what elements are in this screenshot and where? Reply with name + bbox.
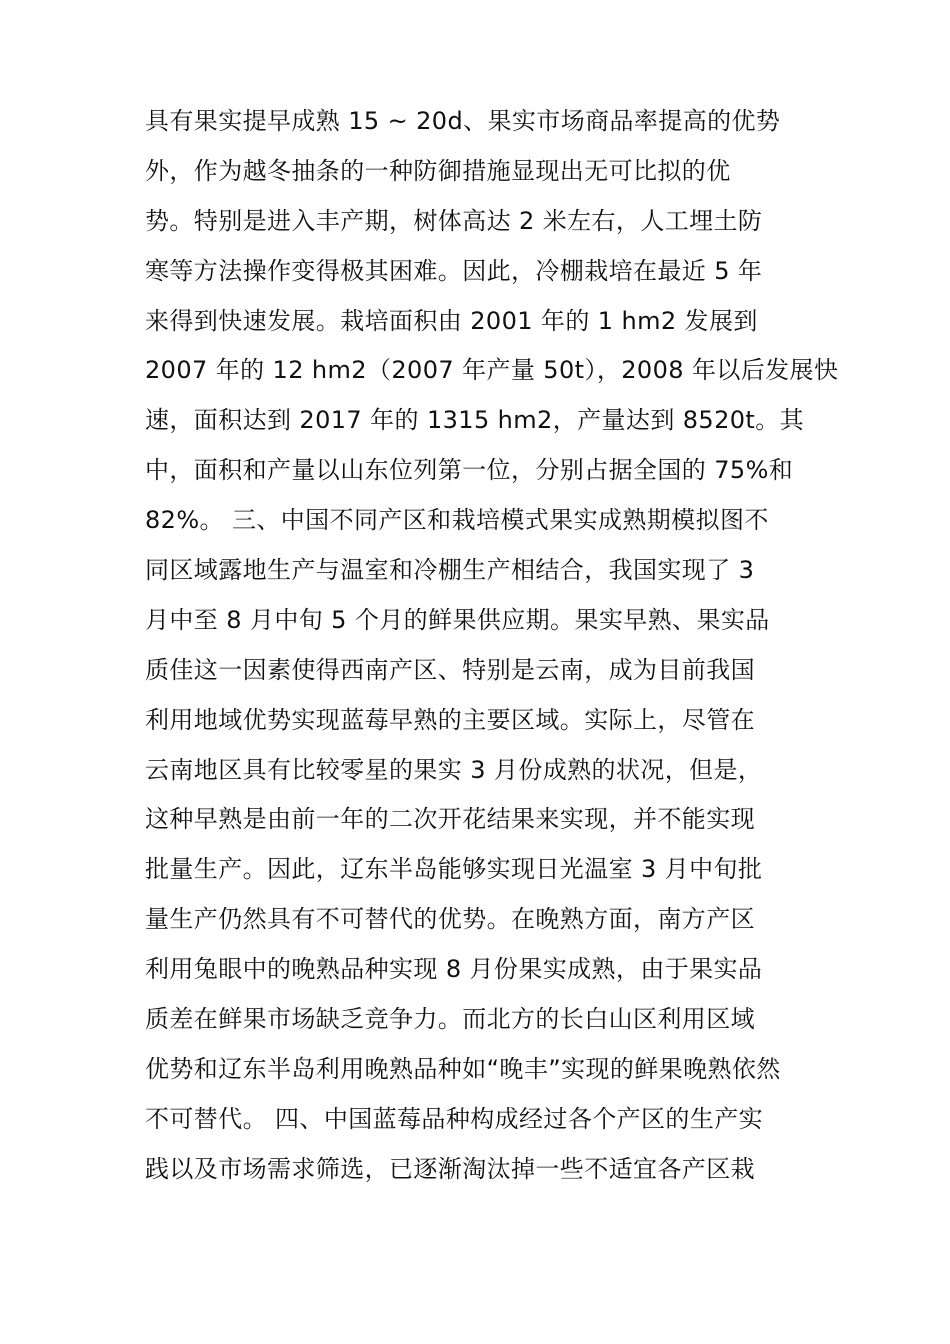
text-line: 具有果实提早成熟 15 ~ 20d、果实市场商品率提高的优势 [145, 107, 781, 135]
text-line: 质佳这一因素使得西南产区、特别是云南，成为目前我国 [145, 655, 755, 684]
text-line: 外，作为越冬抽条的一种防御措施显现出无可比拟的优 [145, 156, 731, 185]
text-line: 势。特别是进入丰产期，树体高达 2 米左右，人工埋土防 [145, 206, 763, 235]
text-line: 82%。 三、中国不同产区和栽培模式果实成熟期模拟图不 [145, 506, 769, 535]
text-line: 中，面积和产量以山东位列第一位，分别占据全国的 75%和 [145, 456, 794, 485]
body-text [145, 97, 839, 1195]
text-line: 这种早熟是由前一年的二次开花结果来实现，并不能实现 [145, 805, 755, 834]
text-line: 不可替代。 四、中国蓝莓品种构成经过各个产区的生产实 [145, 1104, 764, 1133]
text-line: 利用地域优势实现蓝莓早熟的主要区域。实际上，尽管在 [145, 705, 755, 734]
text-line: 寒等方法操作变得极其困难。因此，冷棚栽培在最近 5 年 [145, 256, 763, 285]
text-line: 月中至 8 月中旬 5 个月的鲜果供应期。果实早熟、果实品 [145, 605, 770, 634]
text-line: 来得到快速发展。栽培面积由 2001 年的 1 hm2 发展到 [145, 306, 758, 335]
text-line: 优势和辽东半岛利用晚熟品种如“晚丰”实现的鲜果晚熟依然 [145, 1054, 781, 1083]
text-line: 2007 年的 12 hm2（2007 年产量 50t），2008 年以后发展快 [145, 356, 839, 385]
text-line: 量生产仍然具有不可替代的优势。在晚熟方面，南方产区 [145, 905, 755, 934]
text-line: 利用兔眼中的晚熟品种实现 8 月份果实成熟，由于果实品 [145, 955, 763, 984]
text-line: 同区域露地生产与温室和冷棚生产相结合，我国实现了 3 [145, 556, 755, 585]
text-line: 云南地区具有比较零星的果实 3 月份成熟的状况，但是， [145, 755, 763, 784]
text-line: 速，面积达到 2017 年的 1315 hm2，产量达到 8520t。其 [145, 406, 805, 435]
text-line: 批量生产。因此，辽东半岛能够实现日光温室 3 月中旬批 [145, 855, 763, 884]
text-line: 质差在鲜果市场缺乏竞争力。而北方的长白山区利用区域 [145, 1005, 755, 1034]
text-line: 践以及市场需求筛选，已逐渐淘汰掉一些不适宜各产区栽 [145, 1154, 755, 1183]
